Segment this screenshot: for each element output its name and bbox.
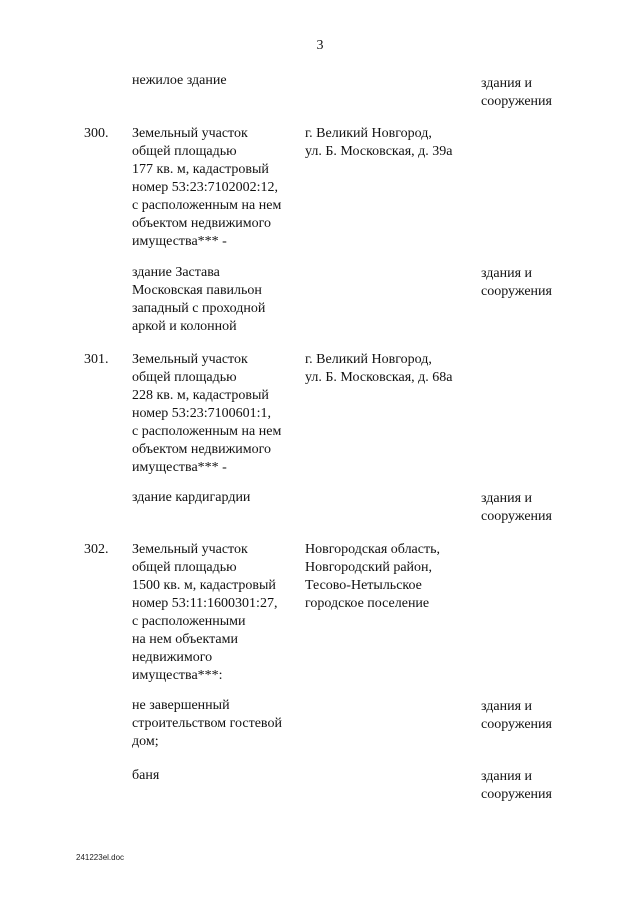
row-description: Земельный участок общей площадью 228 кв. м, кадастровый номер 53:23:7100601:1, с расположенным на нем объектом недвижимого имущества*** - xyxy=(132,352,282,475)
row-type: здания и сооружения xyxy=(481,491,552,524)
row-description: нежилое здание xyxy=(132,73,227,88)
row-type: здания и сооружения xyxy=(481,769,552,802)
row-description: баня xyxy=(132,768,160,783)
row-type: здания и сооружения xyxy=(481,266,552,299)
row-type: здания и сооружения xyxy=(481,76,552,109)
row-description: Земельный участок общей площадью 177 кв. м, кадастровый номер 53:23:7102002:12, с расположенным на нем объектом недвижимого имущества*** - xyxy=(132,126,282,249)
row-number: 301. xyxy=(84,352,109,367)
row-type: здания и сооружения xyxy=(481,699,552,732)
page-number: 3 xyxy=(316,38,324,53)
row-description: здание Застава Московская павильон западный с проходной аркой и колонной xyxy=(132,265,266,334)
row-description: здание кардигардии xyxy=(132,490,251,505)
row-number: 300. xyxy=(84,126,109,141)
row-description: не завершенный строительством гостевой дом; xyxy=(132,698,282,749)
row-number: 302. xyxy=(84,542,109,557)
row-description: Земельный участок общей площадью 1500 кв. м, кадастровый номер 53:11:1600301:27, с расположенными на нем объектами недвижимого имущества***: xyxy=(132,542,278,683)
row-address: г. Великий Новгород, ул. Б. Московская, д. 68а xyxy=(305,352,453,385)
row-address: Новгородская область, Новгородский район, Тесово-Нетыльское городское поселение xyxy=(305,542,440,611)
row-address: г. Великий Новгород, ул. Б. Московская, д. 39а xyxy=(305,126,453,159)
file-name-footer: 241223el.doc xyxy=(76,853,125,862)
